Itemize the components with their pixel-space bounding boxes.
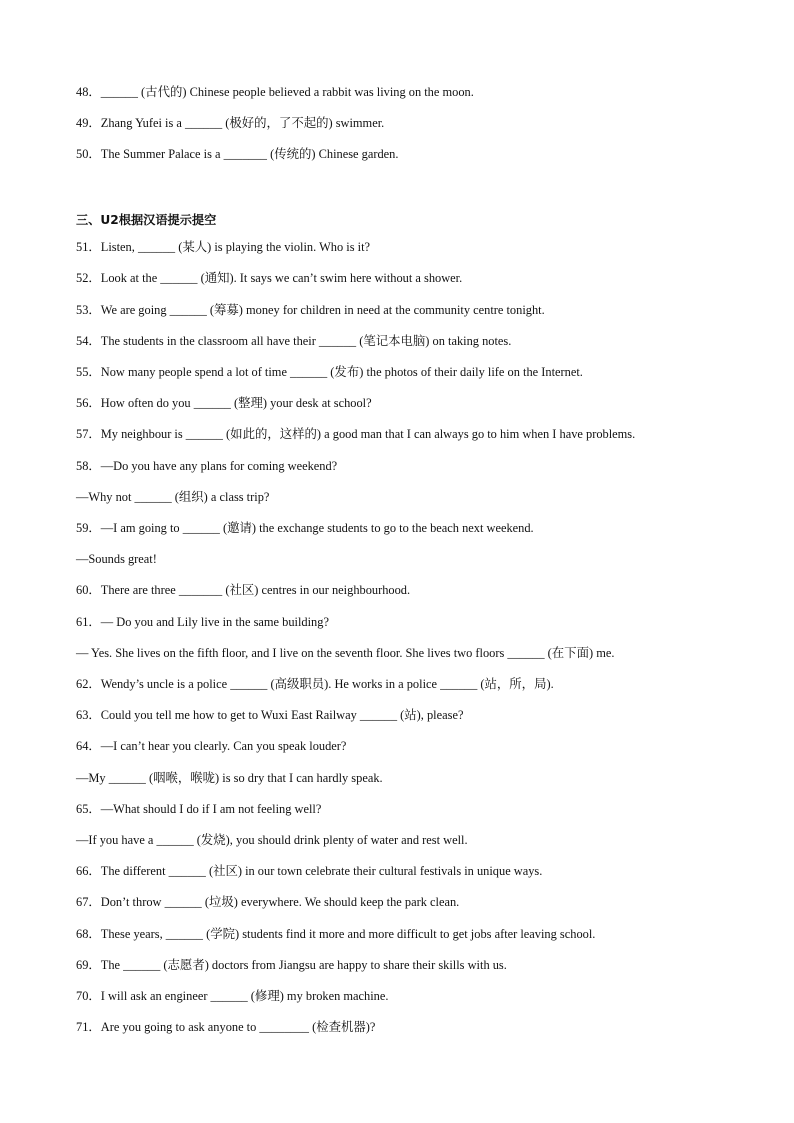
exercise-65-answer: —If you have a ______ (发烧), you should drink plenty of water and rest well. — [76, 833, 468, 847]
exercise-59-answer: —Sounds great! — [76, 552, 157, 566]
section-title: 三、U2根据汉语提示提空 — [76, 213, 217, 227]
exercise-65-question: 65．—What should I do if I am not feeling well? — [76, 802, 322, 816]
exercise-69: 69．The ______ (志愿者) doctors from Jiangsu are happy to share their skills with us. — [76, 958, 507, 972]
exercise-52: 52．Look at the ______ (通知). It says we can’t swim here without a shower. — [76, 271, 463, 285]
exercise-64-answer: —My ______ (咽喉，喉咙) is so dry that I can hardly speak. — [76, 771, 383, 785]
exercise-66: 66．The different ______ (社区) in our town celebrate their cultural festivals in unique ways. — [76, 864, 543, 878]
exercise-67: 67．Don’t throw ______ (垃圾) everywhere. We should keep the park clean. — [76, 895, 460, 909]
exercise-60: 60．There are three _______ (社区) centres in our neighbourhood. — [76, 583, 411, 597]
exercise-71: 71．Are you going to ask anyone to ________ (检查机器)? — [76, 1020, 376, 1034]
exercise-48: 48．______ (古代的) Chinese people believed a rabbit was living on the moon. — [76, 85, 474, 99]
exercise-53: 53．We are going ______ (筹募) money for children in need at the community centre tonight. — [76, 303, 545, 317]
exercise-59-question: 59．—I am going to ______ (邀请) the exchange students to go to the beach next weekend. — [76, 521, 534, 535]
exercise-55: 55．Now many people spend a lot of time ______ (发布) the photos of their daily life on the Internet. — [76, 365, 583, 379]
exercise-68: 68．These years, ______ (学院) students find it more and more difficult to get jobs after leaving school. — [76, 927, 596, 941]
exercise-56: 56．How often do you ______ (整理) your desk at school? — [76, 396, 372, 410]
exercise-54: 54．The students in the classroom all have their ______ (笔记本电脑) on taking notes. — [76, 334, 512, 348]
exercise-64-question: 64．—I can’t hear you clearly. Can you speak louder? — [76, 739, 347, 753]
exercise-58-question: 58．—Do you have any plans for coming weekend? — [76, 459, 338, 473]
exercise-61-answer: — Yes. She lives on the fifth floor, and I live on the seventh floor. She lives two floors ______ (在下面) me. — [76, 646, 615, 660]
exercise-61-question: 61．— Do you and Lily live in the same building? — [76, 615, 329, 629]
exercise-62: 62．Wendy’s uncle is a police ______ (高级职员). He works in a police ______ (站，所，局). — [76, 677, 554, 691]
exercise-58-answer: —Why not ______ (组织) a class trip? — [76, 490, 270, 504]
exercise-49: 49．Zhang Yufei is a ______ (极好的，了不起的) swimmer. — [76, 116, 385, 130]
exercise-70: 70．I will ask an engineer ______ (修理) my broken machine. — [76, 989, 389, 1003]
exercise-63: 63．Could you tell me how to get to Wuxi East Railway ______ (站), please? — [76, 708, 464, 722]
exercise-57: 57．My neighbour is ______ (如此的，这样的) a good man that I can always go to him when I have problems. — [76, 427, 636, 441]
exercise-50: 50．The Summer Palace is a _______ (传统的) Chinese garden. — [76, 147, 399, 161]
exercise-51: 51．Listen, ______ (某人) is playing the violin. Who is it? — [76, 240, 371, 254]
